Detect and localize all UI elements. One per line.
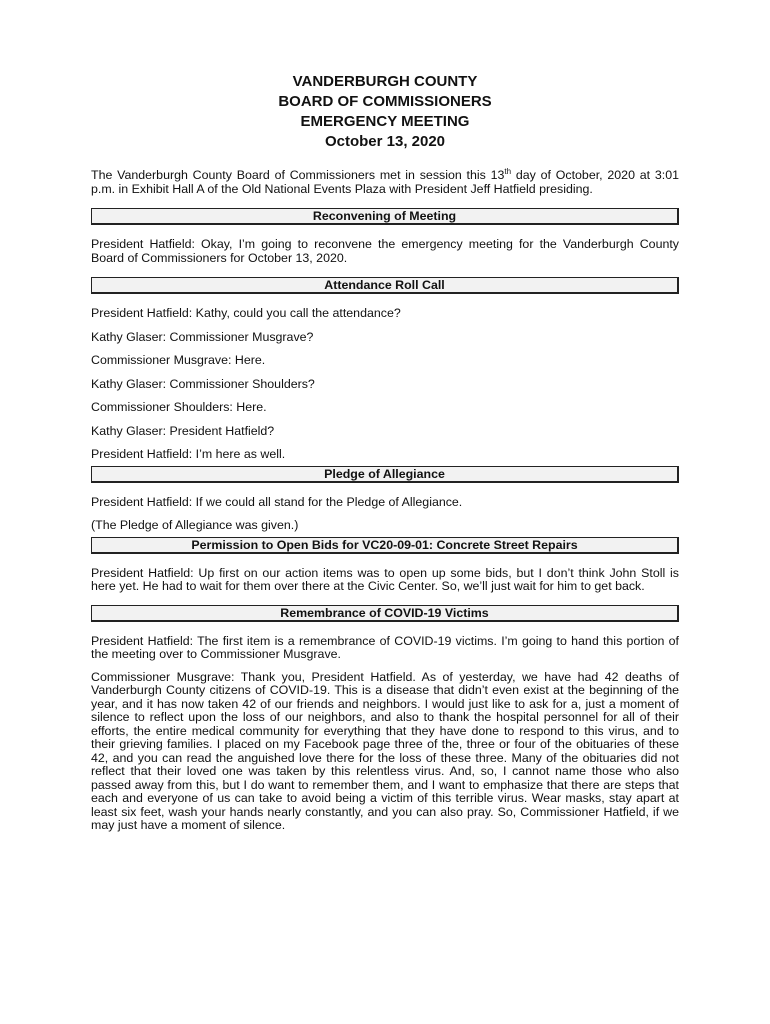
board-title: BOARD OF COMMISSIONERS — [278, 93, 492, 110]
section-heading-pledge: Pledge of Allegiance — [91, 466, 679, 483]
section-heading-bids: Permission to Open Bids for VC20-09-01: Concrete Street Repairs — [91, 537, 679, 554]
paragraph: Kathy Glaser: Commissioner Shoulders? — [91, 376, 315, 391]
paragraph: (The Pledge of Allegiance was given.) — [91, 518, 299, 532]
paragraph: President Hatfield: Up first on our action items was to open up some bids, but I don’t think John Stoll is here yet. He had to wait for them over there at the Civic Center. So, we’ll just wait for him to get back. — [91, 565, 679, 593]
intro-paragraph — [91, 165, 679, 196]
meeting-date: October 13, 2020 — [324, 133, 446, 150]
intro-text-end: day of October, 2020 at 3:01 p.m. in Exhibit Hall A of the Old National Events Plaza with President Jeff Hatfield presiding. — [91, 168, 679, 196]
county-title: VANDERBURGH COUNTY — [292, 73, 478, 90]
paragraph: Commissioner Musgrave: Thank you, President Hatfield. As of yesterday, we have had 42 deaths of Vanderburgh County citizens of COVID-19. This is a disease that didn’t even exist at the beginning of the year, and it has now taken 42 of our friends and neighbors. I would just like to ask for a, just a moment of silence to reflect upon the loss of our neighbors, and also to thank the hospital personnel for all of their efforts, the entire medical community for everything that they have done to respond to this virus, and to their grieving families. I placed on my Facebook page three of the, three or four of the obituaries of these 42, and you can read the anguished love there for the loss of these three. Many of the obituaries did not reflect that their loved one was taken by this relentless virus. And, so, I cannot name those who also passed away from this, but I do want to remember them, and I want to emphasize that there are steps that each and everyone of us can take to avoid being a victim of this terrible virus. Wear masks, stay apart at least six feet, wash your hands nearly constantly, and you can also pray. So, Commissioner Hatfield, if we may just have a moment of silence. — [91, 669, 679, 832]
document-page — [91, 72, 679, 833]
paragraph: President Hatfield: Okay, I’m going to reconvene the emergency meeting for the Vanderburgh County Board of Commissioners for October 13, 2020. — [91, 237, 679, 265]
paragraph: President Hatfield: I’m here as well. — [91, 447, 286, 461]
section-heading-attendance: Attendance Roll Call — [91, 277, 679, 294]
paragraph: Commissioner Musgrave: Here. — [91, 353, 266, 367]
paragraph: Kathy Glaser: Commissioner Musgrave? — [91, 329, 314, 344]
paragraph: President Hatfield: The first item is a remembrance of COVID-19 victims. I’m going to hand this portion of the meeting over to Commissioner Musgrave. — [91, 633, 679, 661]
section-heading-reconvening: Reconvening of Meeting — [91, 208, 679, 225]
paragraph: President Hatfield: Kathy, could you call the attendance? — [91, 306, 401, 320]
paragraph: Commissioner Shoulders: Here. — [91, 400, 267, 414]
paragraph: President Hatfield: If we could all stand for the Pledge of Allegiance. — [91, 494, 463, 509]
meeting-type-title: EMERGENCY MEETING — [300, 113, 470, 130]
section-heading-remembrance: Remembrance of COVID-19 Victims — [91, 605, 679, 622]
intro-text-start: The Vanderburgh County Board of Commissioners met in session this 13 — [91, 168, 505, 182]
paragraph: Kathy Glaser: President Hatfield? — [91, 423, 275, 438]
intro-superscript: th — [504, 167, 512, 176]
